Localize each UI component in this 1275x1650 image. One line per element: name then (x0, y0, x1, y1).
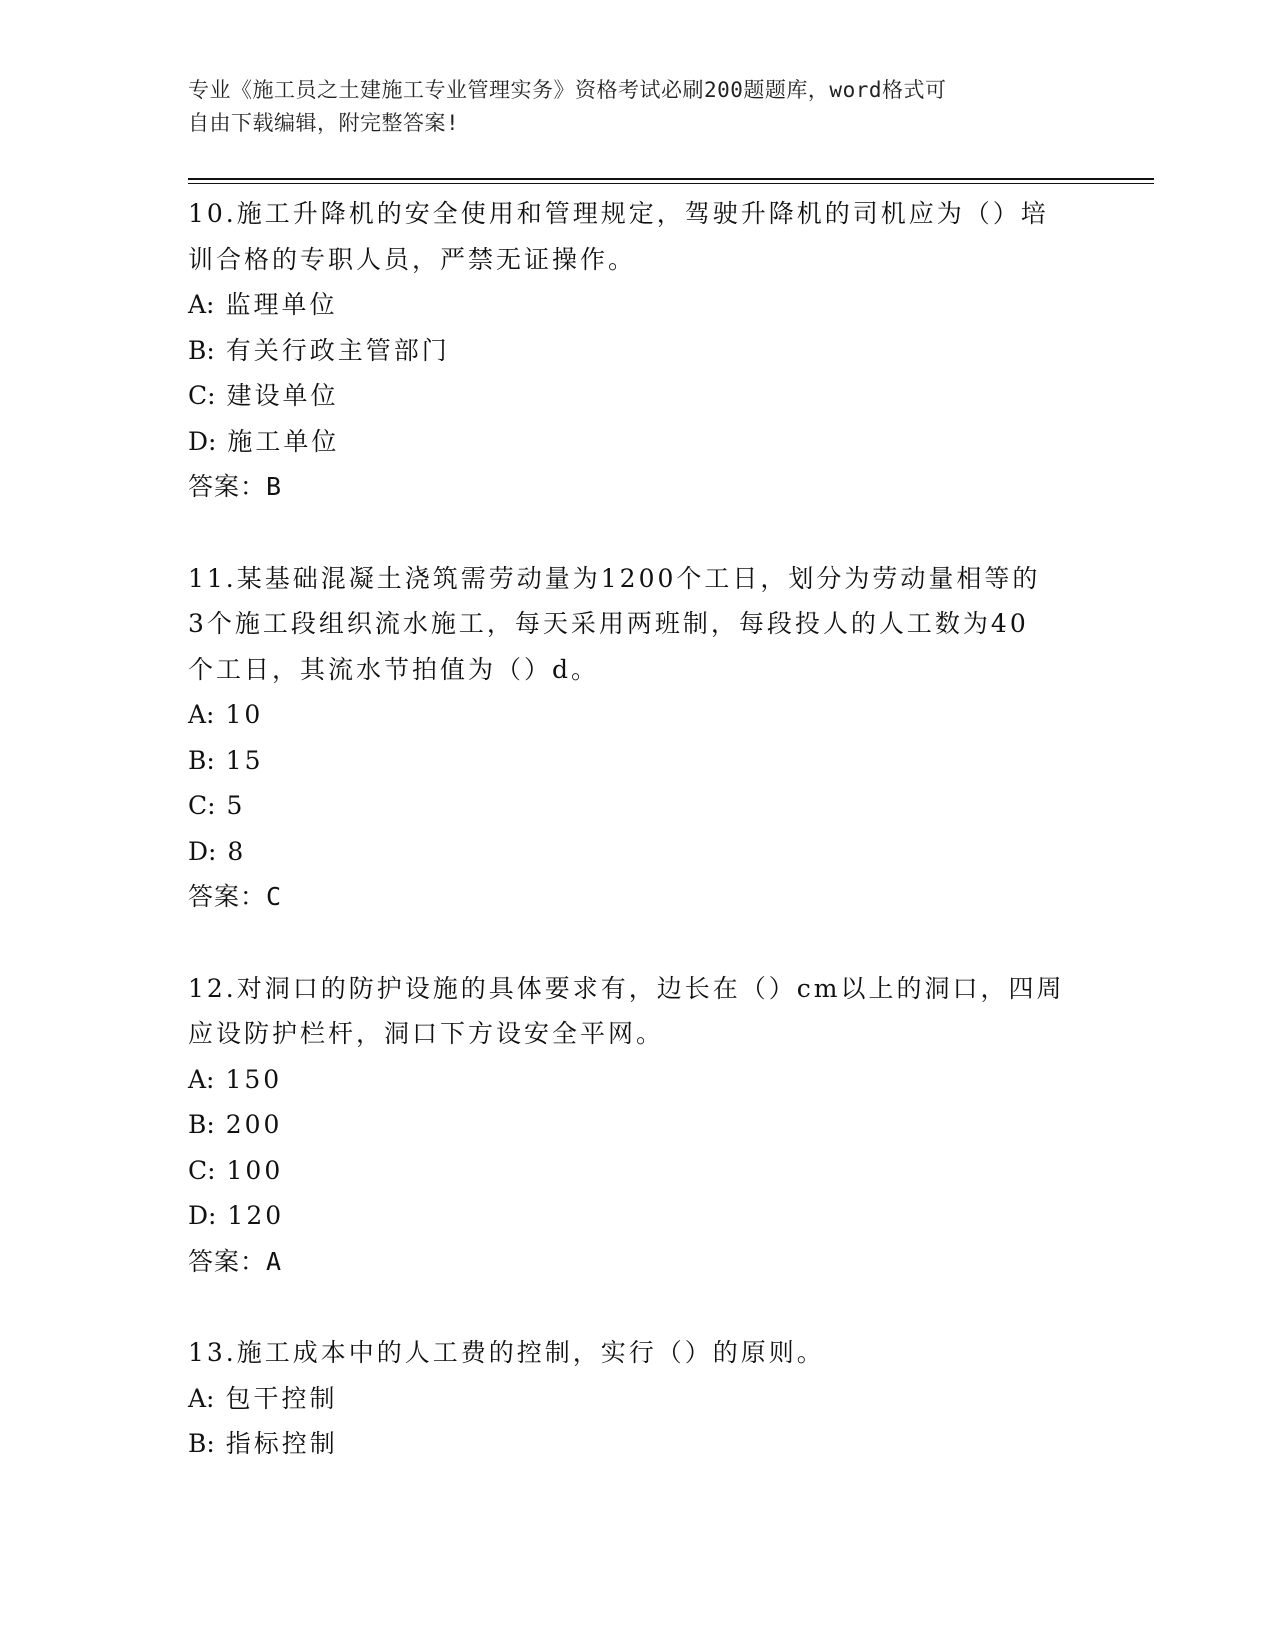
option-a (188, 1057, 1088, 1103)
question-12 (188, 966, 1088, 1285)
answer-line: 答案：B (188, 472, 283, 501)
document-header (188, 74, 1088, 140)
question-stem-line: 12.对洞口的防护设施的具体要求有，边长在（）cm以上的洞口，四周 (188, 973, 1065, 1003)
question-spacer (188, 510, 1088, 556)
question-stem-line: 训合格的专职人员，严禁无证操作。 (188, 244, 637, 274)
question-spacer (188, 1284, 1088, 1330)
question-stem-line: 13.施工成本中的人工费的控制，实行（）的原则。 (188, 1338, 825, 1367)
option-letter: B: (188, 1429, 215, 1458)
option-letter: B: (188, 745, 215, 775)
option-text: 有关行政主管部门 (225, 335, 450, 365)
option-b (188, 738, 1088, 784)
question-stem-line: 个工日，其流水节拍值为（）d。 (188, 654, 600, 684)
option-letter: A: (188, 290, 215, 319)
option-text: 建设单位 (226, 381, 339, 410)
option-text: 200 (225, 1110, 283, 1139)
option-letter: C: (188, 1155, 216, 1185)
option-text: 施工单位 (227, 426, 340, 456)
question-list (188, 191, 1088, 1467)
option-letter: D: (188, 836, 217, 866)
option-letter: D: (188, 426, 217, 456)
answer-line: 答案：C (188, 882, 283, 911)
option-b (188, 328, 1088, 374)
option-text: 指标控制 (225, 1429, 338, 1458)
option-c (188, 1148, 1088, 1194)
option-text: 15 (225, 745, 264, 775)
option-letter: A: (188, 700, 215, 729)
header-line-2: 自由下载编辑，附完整答案! (188, 111, 460, 135)
header-divider-thin (188, 183, 1154, 184)
question-10 (188, 191, 1088, 510)
option-a (188, 692, 1088, 738)
option-text: 100 (226, 1155, 284, 1185)
option-text: 8 (227, 836, 247, 866)
question-stem-line: 10.施工升降机的安全使用和管理规定，驾驶升降机的司机应为（）培 (188, 199, 1049, 228)
question-spacer (188, 920, 1088, 966)
option-text: 150 (225, 1064, 283, 1094)
option-c (188, 373, 1088, 419)
option-letter: A: (188, 1064, 215, 1094)
header-line-1: 专业《施工员之土建施工专业管理实务》资格考试必刷200题题库，word格式可 (188, 78, 947, 102)
option-d (188, 1193, 1088, 1239)
option-text: 监理单位 (225, 290, 338, 319)
question-11 (188, 556, 1088, 920)
option-letter: C: (188, 381, 216, 410)
option-d (188, 419, 1088, 465)
option-letter: B: (188, 335, 215, 365)
answer-line: 答案：A (188, 1246, 283, 1276)
option-c (188, 783, 1088, 829)
option-text: 5 (226, 791, 246, 820)
option-text: 包干控制 (225, 1383, 338, 1413)
option-letter: C: (188, 791, 216, 820)
question-stem-line: 3个施工段组织流水施工，每天采用两班制，每段投人的人工数为40 (188, 609, 1029, 638)
option-a (188, 1376, 1088, 1422)
question-stem-line: 11.某基础混凝土浇筑需劳动量为1200个工日，划分为劳动量相等的 (188, 563, 1041, 593)
option-b (188, 1102, 1088, 1148)
question-stem-line: 应设防护栏杆，洞口下方设安全平网。 (188, 1019, 665, 1048)
option-a (188, 282, 1088, 328)
option-letter: A: (188, 1383, 215, 1413)
option-letter: D: (188, 1201, 217, 1230)
option-d (188, 829, 1088, 875)
header-divider-thick (188, 178, 1154, 180)
question-13 (188, 1330, 1088, 1467)
option-b (188, 1421, 1088, 1467)
option-letter: B: (188, 1110, 215, 1139)
option-text: 10 (225, 700, 264, 729)
option-text: 120 (227, 1201, 285, 1230)
